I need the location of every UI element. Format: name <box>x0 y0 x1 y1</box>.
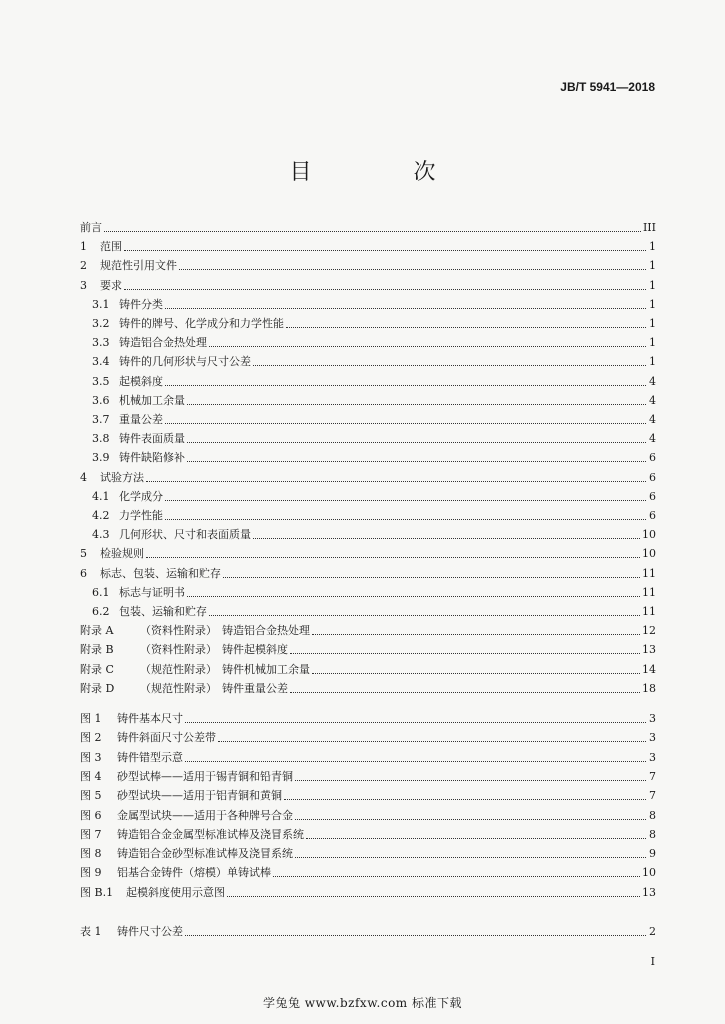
entry-number: 4.2 <box>92 509 110 522</box>
entry-number: 5 <box>80 547 87 561</box>
entry-title: 砂型试棒——适用于锡青铜和铅青铜 <box>117 769 293 783</box>
entry-number: 3.6 <box>92 393 110 407</box>
entry-title: 铸件重量公差 <box>222 681 288 695</box>
figure-entry[interactable] <box>80 749 656 767</box>
entry-page: 12 <box>642 624 656 638</box>
toc-entry[interactable] <box>80 565 656 583</box>
entry-title: 金属型试块——适用于各种牌号合金 <box>117 808 293 822</box>
entry-number: 6.1 <box>92 585 110 599</box>
toc-entry[interactable] <box>92 411 656 429</box>
dot-leader <box>227 895 640 897</box>
figure-entry[interactable] <box>80 768 656 786</box>
entry-title: 要求 <box>100 278 122 292</box>
entry-page: 8 <box>649 808 656 822</box>
entry-page: 10 <box>642 547 656 561</box>
entry-number: 图 3 <box>80 750 102 764</box>
entry-title: 铸件错型示意 <box>117 750 183 764</box>
dot-leader <box>218 740 646 742</box>
toc-entry[interactable] <box>92 430 656 448</box>
dot-leader <box>273 875 640 877</box>
entry-title: 前言 <box>80 221 102 234</box>
entry-number: 附录 B <box>80 643 114 657</box>
entry-page: 7 <box>649 769 656 783</box>
entry-title: 检验规则 <box>100 547 144 561</box>
entry-number: 图 7 <box>80 827 102 841</box>
entry-title: 规范性引用文件 <box>100 259 177 273</box>
figure-entry[interactable] <box>80 807 656 825</box>
entry-page: III <box>642 221 656 234</box>
entry-title: 起模斜度 <box>119 374 163 388</box>
standard-code: JB/T 5941—2018 <box>560 80 655 94</box>
entry-number: 3.4 <box>92 355 110 369</box>
entry-page: 1 <box>649 259 656 273</box>
entry-page: 11 <box>642 585 656 599</box>
entry-number: 6 <box>80 566 87 580</box>
entry-title: 铸造铝合金热处理 <box>119 336 207 350</box>
page-title: 目 次 <box>289 160 476 185</box>
entry-title: 铸件缺陷修补 <box>119 451 185 465</box>
dot-leader <box>284 798 646 800</box>
toc-entry[interactable] <box>92 315 656 333</box>
dot-leader <box>165 422 646 424</box>
entry-title: 标志、包装、运输和贮存 <box>100 566 221 580</box>
appendix-type: （资料性附录） <box>140 624 217 638</box>
toc-entry[interactable] <box>80 238 656 256</box>
toc-entry[interactable] <box>92 584 656 602</box>
entry-page: 13 <box>642 885 656 899</box>
entry-number: 2 <box>80 259 87 273</box>
toc-entry[interactable] <box>80 277 656 295</box>
appendix-type: （规范性附录） <box>140 662 217 676</box>
toc-entry[interactable] <box>92 373 656 391</box>
page-number: I <box>650 955 655 968</box>
entry-number: 图 2 <box>80 731 102 745</box>
toc-entry[interactable] <box>80 680 656 698</box>
toc-entry[interactable] <box>80 622 656 640</box>
entry-title: 标志与证明书 <box>119 585 185 599</box>
entry-page: 3 <box>649 750 656 764</box>
dot-leader <box>124 249 646 251</box>
entry-page: 2 <box>649 925 656 938</box>
entry-title: 铸件的牌号、化学成分和力学性能 <box>119 317 284 330</box>
entry-number: 图 B.1 <box>80 885 114 899</box>
entry-page: 1 <box>649 336 656 350</box>
entry-number: 附录 D <box>80 681 115 695</box>
dot-leader <box>165 499 646 501</box>
appendix-type: （资料性附录） <box>140 643 217 657</box>
entry-title: 砂型试块——适用于铝青铜和黄铜 <box>117 789 282 803</box>
dot-leader <box>104 230 641 232</box>
entry-title: 铸件机械加工余量 <box>222 662 310 676</box>
table-entry[interactable] <box>80 923 656 941</box>
entry-title: 铝基合金铸件（熔模）单铸试棒 <box>117 866 271 880</box>
entry-page: 1 <box>649 240 656 254</box>
entry-page: 11 <box>642 566 656 580</box>
entry-number: 表 1 <box>80 925 102 938</box>
entry-page: 1 <box>649 278 656 292</box>
dot-leader <box>295 856 646 858</box>
entry-number: 图 8 <box>80 847 102 861</box>
entry-title: 铸件表面质量 <box>119 432 185 446</box>
entry-page: 18 <box>642 681 656 695</box>
entry-number: 图 1 <box>80 712 102 725</box>
entry-number: 3.8 <box>92 432 110 446</box>
entry-number: 3.2 <box>92 317 110 330</box>
figure-entry[interactable] <box>80 729 656 747</box>
entry-title: 铸造铝合金金属型标准试棒及浇冒系统 <box>117 827 304 841</box>
entry-title: 范围 <box>100 240 122 254</box>
toc-entry[interactable] <box>80 641 656 659</box>
toc-entry[interactable] <box>92 526 656 544</box>
entry-page: 4 <box>649 374 656 388</box>
dot-leader <box>223 576 640 578</box>
entry-page: 11 <box>642 605 656 618</box>
toc-entry[interactable] <box>80 545 656 563</box>
entry-title: 机械加工余量 <box>119 393 185 407</box>
entry-number: 4.1 <box>92 489 110 503</box>
dot-leader <box>295 818 646 820</box>
appendix-type: （规范性附录） <box>140 681 217 695</box>
figure-entry[interactable] <box>80 884 656 902</box>
dot-leader <box>185 760 646 762</box>
entry-number: 4 <box>80 470 87 484</box>
entry-number: 3.5 <box>92 374 110 388</box>
entry-number: 附录 C <box>80 662 114 676</box>
toc-entry[interactable] <box>92 296 656 314</box>
figure-entry[interactable] <box>80 710 656 728</box>
dot-leader <box>312 672 640 674</box>
toc-entry[interactable] <box>92 449 656 467</box>
entry-page: 6 <box>649 451 656 465</box>
entry-page: 1 <box>649 355 656 369</box>
toc-entry[interactable] <box>80 469 656 487</box>
toc-entry[interactable] <box>92 603 656 621</box>
entry-title: 铸件尺寸公差 <box>117 925 183 938</box>
entry-number: 3 <box>80 278 87 292</box>
entry-page: 4 <box>649 393 656 407</box>
dot-leader <box>187 460 646 462</box>
dot-leader <box>165 518 646 520</box>
entry-number: 图 6 <box>80 808 102 822</box>
footer-watermark: 学兔兔 www.bzfxw.com 标准下载 <box>262 996 463 1010</box>
dot-leader <box>124 288 646 290</box>
entry-page: 1 <box>649 317 656 330</box>
dot-leader <box>146 480 646 482</box>
entry-number: 图 5 <box>80 789 102 803</box>
figure-entry[interactable] <box>80 826 656 844</box>
toc-entry[interactable] <box>80 661 656 679</box>
entry-title: 铸件斜面尺寸公差带 <box>117 731 216 745</box>
dot-leader <box>185 721 646 723</box>
dot-leader <box>187 595 640 597</box>
dot-leader <box>185 934 646 936</box>
entry-page: 4 <box>649 413 656 426</box>
dot-leader <box>312 633 640 635</box>
entry-title: 包装、运输和贮存 <box>119 605 207 618</box>
toc-entry[interactable] <box>92 392 656 410</box>
toc-entry[interactable] <box>92 334 656 352</box>
dot-leader <box>290 652 640 654</box>
entry-number: 1 <box>80 240 87 254</box>
dot-leader <box>253 364 646 366</box>
toc-entry[interactable] <box>92 488 656 506</box>
toc-entry[interactable] <box>80 257 656 275</box>
entry-page: 8 <box>649 827 656 841</box>
entry-number: 图 4 <box>80 769 102 783</box>
entry-title: 铸件分类 <box>119 297 163 311</box>
entry-number: 3.1 <box>92 297 110 311</box>
entry-page: 6 <box>649 470 656 484</box>
dot-leader <box>179 268 646 270</box>
entry-page: 6 <box>649 489 656 503</box>
entry-page: 13 <box>642 643 656 657</box>
figure-entry[interactable] <box>80 845 656 863</box>
entry-number: 3.3 <box>92 336 110 350</box>
dot-leader <box>295 779 646 781</box>
dot-leader <box>253 537 640 539</box>
dot-leader <box>209 614 640 616</box>
entry-page: 7 <box>649 789 656 803</box>
entry-number: 附录 A <box>80 624 114 638</box>
entry-title: 试验方法 <box>100 470 144 484</box>
entry-page: 6 <box>649 509 656 522</box>
entry-page: 1 <box>649 297 656 311</box>
entry-page: 10 <box>642 866 656 880</box>
dot-leader <box>286 326 646 328</box>
figure-entry[interactable] <box>80 864 656 882</box>
entry-page: 4 <box>649 432 656 446</box>
entry-number: 6.2 <box>92 605 110 618</box>
entry-title: 起模斜度使用示意图 <box>126 885 225 899</box>
dot-leader <box>165 307 646 309</box>
toc-entry[interactable] <box>80 219 656 237</box>
figure-entry[interactable] <box>80 787 656 805</box>
entry-number: 4.3 <box>92 528 110 542</box>
entry-title: 铸造铝合金热处理 <box>222 624 310 638</box>
toc-entry[interactable] <box>92 353 656 371</box>
entry-title: 重量公差 <box>119 413 163 426</box>
dot-leader <box>187 403 646 405</box>
dot-leader <box>290 691 640 693</box>
dot-leader <box>209 345 646 347</box>
entry-number: 3.9 <box>92 451 110 465</box>
dot-leader <box>146 556 640 558</box>
entry-page: 14 <box>642 662 656 676</box>
entry-page: 3 <box>649 731 656 745</box>
entry-title: 铸件起模斜度 <box>222 643 288 657</box>
entry-title: 铸造铝合金砂型标准试棒及浇冒系统 <box>117 847 293 861</box>
entry-title: 力学性能 <box>119 509 163 522</box>
entry-number: 图 9 <box>80 866 102 880</box>
entry-number: 3.7 <box>92 413 110 426</box>
entry-title: 几何形状、尺寸和表面质量 <box>119 528 251 542</box>
entry-page: 9 <box>649 847 656 861</box>
entry-page: 10 <box>642 528 656 542</box>
entry-title: 化学成分 <box>119 489 163 503</box>
dot-leader <box>165 384 646 386</box>
entry-title: 铸件基本尺寸 <box>117 712 183 725</box>
toc-entry[interactable] <box>92 507 656 525</box>
entry-page: 3 <box>649 712 656 725</box>
dot-leader <box>306 837 646 839</box>
entry-title: 铸件的几何形状与尺寸公差 <box>119 355 251 369</box>
dot-leader <box>187 441 646 443</box>
